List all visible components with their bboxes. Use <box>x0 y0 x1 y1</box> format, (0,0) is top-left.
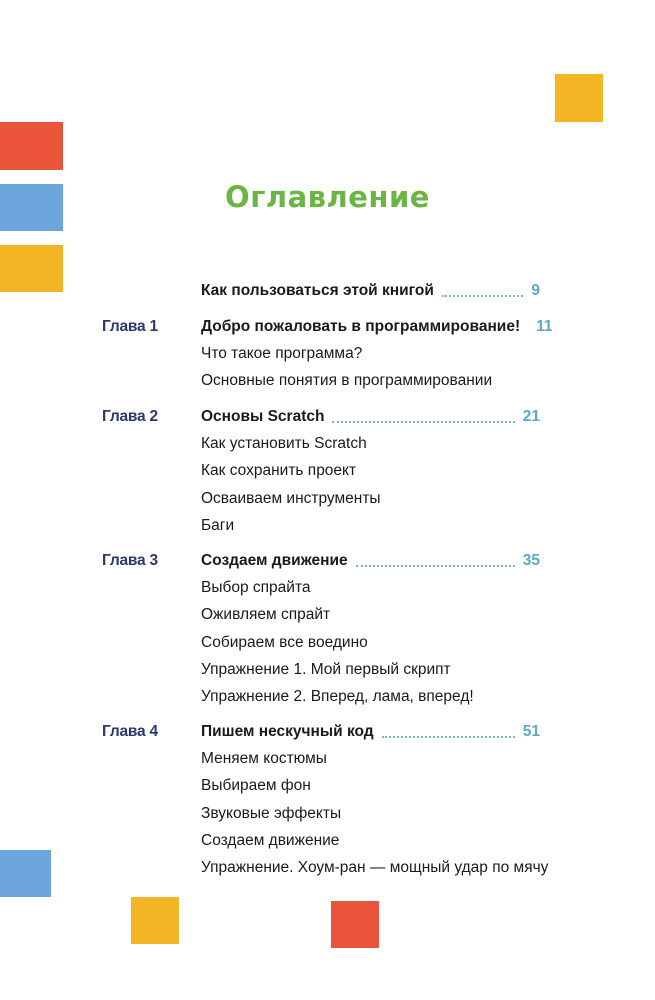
toc-subentry[interactable]: Создаем движение <box>201 831 340 849</box>
toc-subentry[interactable]: Баги <box>201 516 235 534</box>
toc-entry[interactable] <box>201 278 540 304</box>
toc-entry-title: Добро пожаловать в программирование! <box>201 318 521 335</box>
decor-square-yellow-bottom <box>131 897 179 944</box>
toc-subentry[interactable]: Как сохранить проект <box>201 462 357 480</box>
toc-subentry[interactable]: Основные понятия в программировании <box>201 372 493 390</box>
toc-subentry[interactable]: Выбор спрайта <box>201 579 311 597</box>
toc-subentry[interactable]: Упражнение 1. Мой первый скрипт <box>201 660 451 678</box>
toc-entry[interactable] <box>201 404 540 430</box>
toc-entry-title: Как пользоваться этой книгой <box>201 282 434 299</box>
toc-entry-title: Основы Scratch <box>201 408 325 425</box>
chapter-label: Глава 3 <box>102 552 158 569</box>
chapter-label: Глава 2 <box>102 408 158 425</box>
page-number: 51 <box>522 723 540 740</box>
toc-entry[interactable] <box>201 719 540 745</box>
leader-dots <box>382 736 515 738</box>
toc-subentry[interactable]: Осваиваем инструменты <box>201 489 381 507</box>
decor-square-yellow-top-right <box>555 74 603 122</box>
toc-subentry[interactable]: Упражнение 2. Вперед, лама, вперед! <box>201 688 474 705</box>
toc-entry[interactable] <box>201 548 540 574</box>
leader-dots <box>332 421 514 423</box>
decor-square-red-left <box>0 122 63 170</box>
toc-subentry[interactable]: Что такое программа? <box>201 345 363 363</box>
page-title: Оглавление <box>225 180 430 214</box>
toc-subentry[interactable]: Упражнение. Хоум-ран — мощный удар по мячу <box>201 859 549 876</box>
toc-subentry[interactable]: Звуковые эффекты <box>201 804 342 822</box>
toc-subentry[interactable]: Выбираем фон <box>201 777 311 795</box>
toc-subentry[interactable]: Как установить Scratch <box>201 435 367 453</box>
toc-subentry[interactable]: Меняем костюмы <box>201 750 327 768</box>
page-number: 35 <box>522 552 540 569</box>
toc-entry-title: Создаем движение <box>201 552 348 569</box>
chapter-label: Глава 4 <box>102 723 158 740</box>
decor-square-red-bottom <box>331 901 379 948</box>
chapter-label: Глава 1 <box>102 318 158 335</box>
decor-square-yellow-left <box>0 245 63 292</box>
decor-square-blue-bottom-left <box>0 850 51 897</box>
toc-subentry[interactable]: Оживляем спрайт <box>201 606 331 624</box>
page-number: 21 <box>522 408 540 425</box>
toc-subentry[interactable]: Собираем все воедино <box>201 633 368 651</box>
page-number: 9 <box>531 282 540 299</box>
leader-dots <box>356 565 515 567</box>
leader-dots <box>442 295 523 297</box>
page-number: 11 <box>536 318 553 335</box>
toc-entry[interactable] <box>201 314 553 340</box>
toc-entry-title: Пишем нескучный код <box>201 723 374 740</box>
